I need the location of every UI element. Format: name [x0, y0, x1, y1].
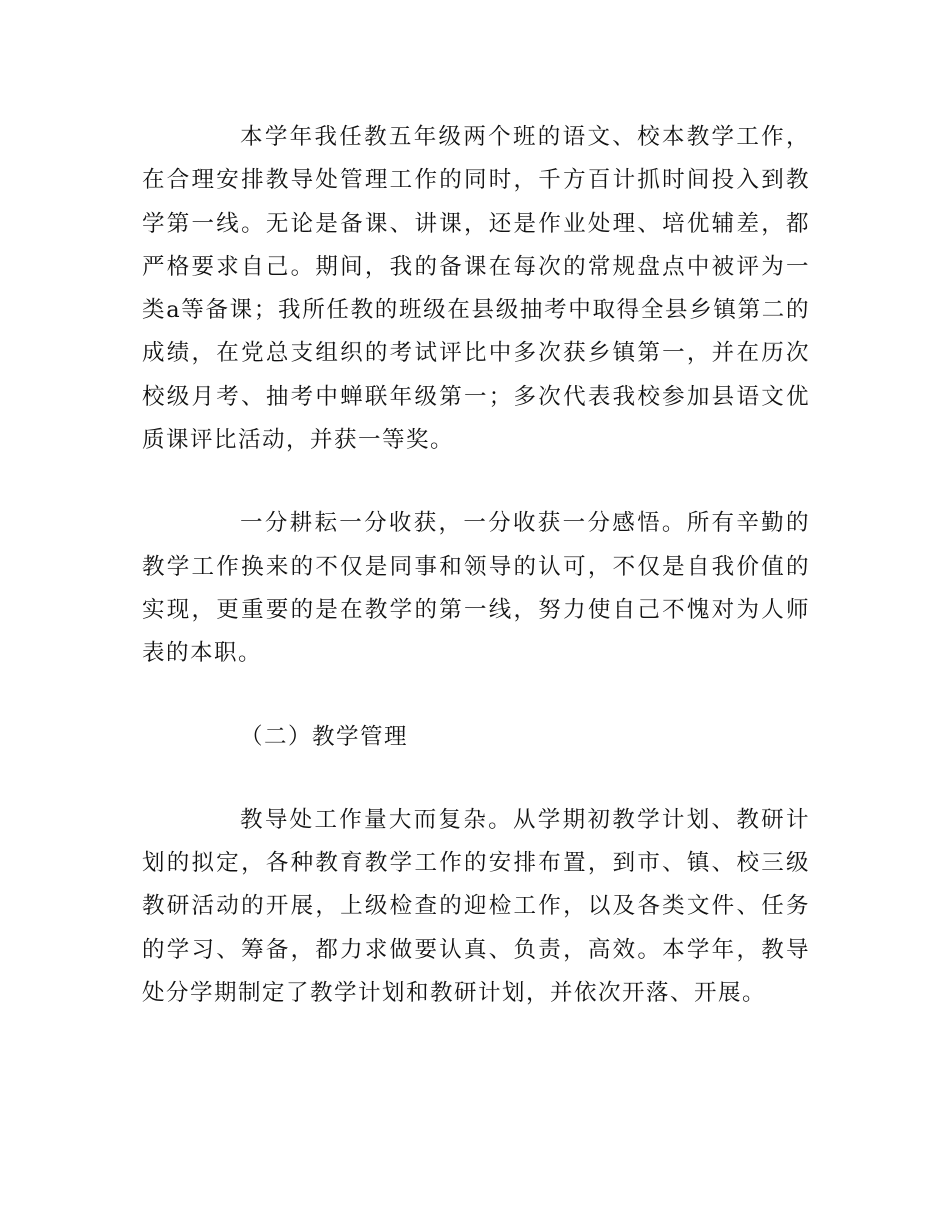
- paragraph-office-work: 教导处工作量大而复杂。从学期初教学计划、教研计划的拟定，各种教育教学工作的安排布置，到市、镇、校三级教研活动的开展，上级检查的迎检工作，以及各类文件、任务的学习、筹备，都力求做要认真、负责，高效。本学年，教导处分学期制定了教学计划和教研计划，并依次开落、开展。: [142, 806, 810, 1007]
- paragraph-teaching-work: 本学年我任教五年级两个班的语文、校本教学工作，在合理安排教导处管理工作的同时，千方百计抓时间投入到教学第一线。无论是备课、讲课，还是作业处理、培优辅差，都严格要求自己。期间，我的备课在每次的常规盘点中被评为一类a等备课；我所任教的班级在县级抽考中取得全县乡镇第二的成绩，在党总支组织的考试评比中多次获乡镇第一，并在历次校级月考、抽考中蝉联年级第一；多次代表我校参加县语文优质课评比活动，并获一等奖。: [142, 124, 810, 454]
- paragraph-reflection: 一分耕耘一分收获，一分收获一分感悟。所有辛勤的教学工作换来的不仅是同事和领导的认可，不仅是自我价值的实现，更重要的是在教学的第一线，努力使自己不愧对为人师表的本职。: [142, 510, 810, 667]
- section-heading-teaching-management: （二）教学管理: [240, 723, 409, 750]
- document-page: [142, 116, 810, 1015]
